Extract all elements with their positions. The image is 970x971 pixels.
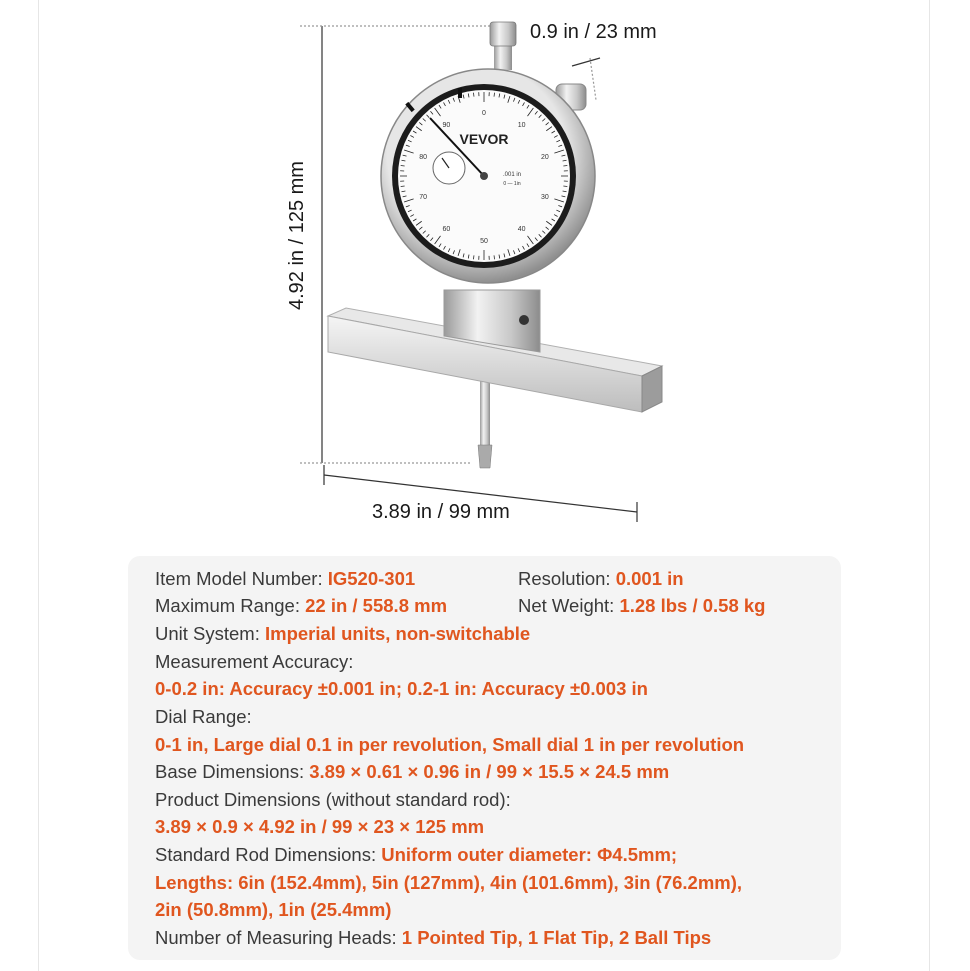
spec-row-dial-range-value: 0-1 in, Large dial 0.1 in per revolution, Small dial 1 in per revolution [155, 734, 745, 755]
spec-row-base: Base Dimensions: 3.89 × 0.61 × 0.96 in / 99 × 15.5 × 24.5 mm [155, 761, 670, 782]
spec-row-accuracy-label: Measurement Accuracy: [155, 651, 354, 672]
width-dimension-label: 3.89 in / 99 mm [372, 501, 510, 523]
range-value: 22 in / 558.8 mm [305, 595, 448, 616]
dial-number: 20 [540, 154, 549, 162]
model-value: IG520-301 [327, 568, 416, 589]
depth-dimension-label: 0.9 in / 23 mm [530, 21, 657, 43]
resolution-value: 0.001 in [615, 568, 684, 589]
heads-value: 1 Pointed Tip, 1 Flat Tip, 2 Ball Tips [401, 927, 712, 948]
dial-range-text: 0 — 1in [503, 181, 521, 187]
dial-number: 50 [480, 238, 488, 245]
spec-row-rod: Standard Rod Dimensions: Uniform outer diameter: Φ4.5mm; [155, 844, 678, 865]
dial-tick [401, 165, 405, 166]
dial-tick [494, 93, 495, 97]
rod-value-1: Uniform outer diameter: Φ4.5mm; [381, 844, 678, 865]
dial-number: 10 [517, 122, 526, 130]
dial-tick [563, 165, 567, 166]
dial-tick [494, 255, 495, 259]
dial-number: 60 [442, 225, 451, 233]
spec-row-product-dim-label: Product Dimensions (without standard rod): [155, 789, 511, 810]
dial-number: 40 [517, 225, 526, 233]
dial-number: 30 [540, 193, 549, 201]
unit-value: Imperial units, non-switchable [265, 623, 531, 644]
dial-number: 80 [419, 154, 428, 162]
base-value: 3.89 × 0.61 × 0.96 in / 99 × 15.5 × 24.5 mm [309, 761, 670, 782]
dial-tick [401, 186, 405, 187]
dial-number: 70 [419, 193, 428, 201]
spec-row-product-dim-value: 3.89 × 0.9 × 4.92 in / 99 × 23 × 125 mm [155, 816, 485, 837]
rod-tip [478, 445, 492, 468]
spec-row-rod-lengths-2: 2in (50.8mm), 1in (25.4mm) [155, 899, 392, 920]
spec-row-rod-lengths: Lengths: 6in (152.4mm), 5in (127mm), 4in (101.6mm), 3in (76.2mm), [155, 872, 743, 893]
dial-unit-text: .001 in [502, 172, 522, 178]
spec-row-heads: Number of Measuring Heads: 1 Pointed Tip, 1 Flat Tip, 2 Ball Tips [155, 927, 712, 948]
dial-tick [473, 255, 474, 259]
dial-number: 0 [482, 110, 486, 117]
dial-number: 90 [442, 122, 451, 130]
dial-tick [473, 93, 474, 97]
spec-row-dial-range-label: Dial Range: [155, 706, 252, 727]
dial-tick [563, 186, 567, 187]
dial-brand-logo: VEVOR [459, 131, 509, 147]
spec-row-weight: Net Weight: 1.28 lbs / 0.58 kg [518, 595, 766, 616]
spec-row-unit: Unit System: Imperial units, non-switchable [155, 623, 531, 644]
spec-row-range: Maximum Range: 22 in / 558.8 mm [155, 595, 448, 616]
weight-value: 1.28 lbs / 0.58 kg [619, 595, 766, 616]
spec-row-model: Item Model Number: IG520-301 [155, 568, 416, 589]
plunger-cap [490, 22, 516, 46]
spec-row-accuracy-value: 0-0.2 in: Accuracy ±0.001 in; 0.2-1 in: Accuracy ±0.003 in [155, 678, 648, 699]
spec-row-resolution: Resolution: 0.001 in [518, 568, 684, 589]
